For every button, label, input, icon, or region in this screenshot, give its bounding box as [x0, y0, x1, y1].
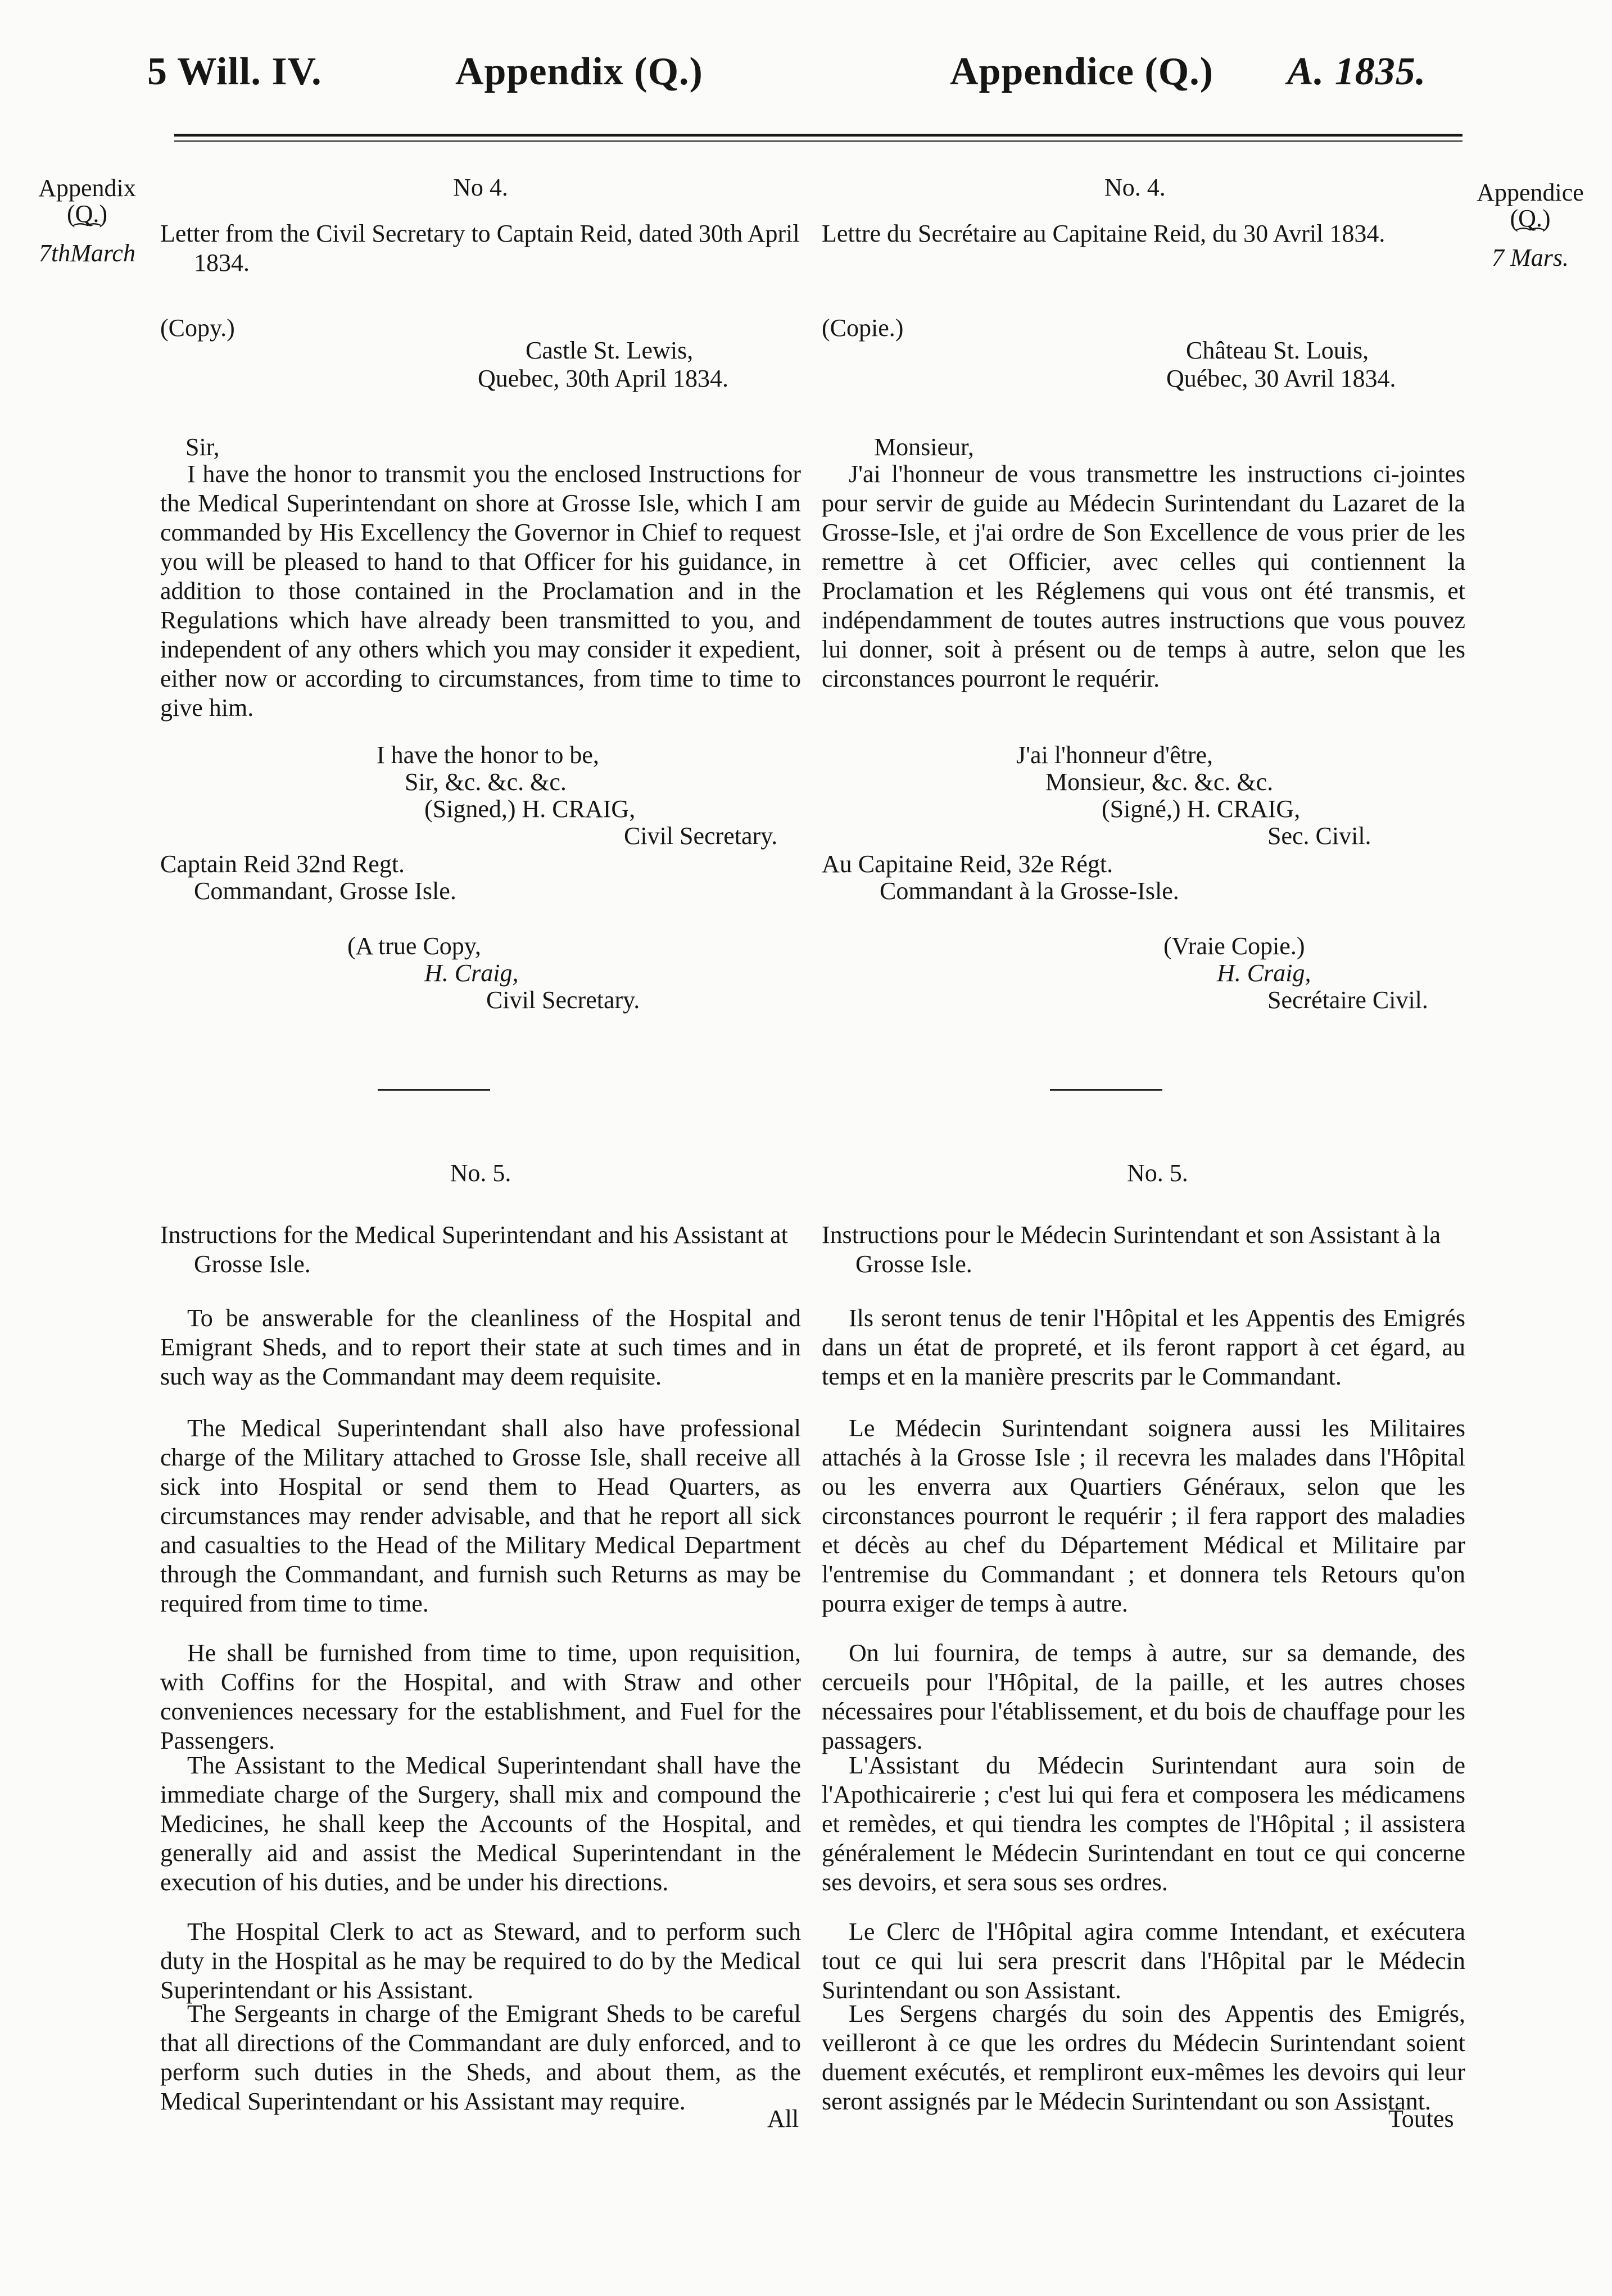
margin-note-left	[22, 175, 152, 267]
margin-right-label: Appendice	[1477, 179, 1584, 206]
en-instructions-title: Instructions for the Medical Superintendant and his Assistant at Grosse Isle.	[160, 1221, 788, 1278]
header-appendix-en: Appendix (Q.)	[455, 50, 703, 93]
en-copy: (Copy.)	[160, 314, 235, 342]
fr-true-copy-title: Secrétaire Civil.	[1267, 986, 1428, 1014]
en-signed: (Signed,) H. CRAIG,	[424, 795, 636, 823]
margin-left-date: 7thMarch	[39, 239, 135, 267]
fr-closing-1: J'ai l'honneur d'être,	[1016, 741, 1213, 769]
header-session: 5 Will. IV.	[147, 50, 322, 93]
en-para-1: To be answerable for the cleanliness of the Hospital and Emigrant Sheds, and to report their state at such times and in such way as the Commandant may deem requisite.	[160, 1304, 801, 1390]
en-addressee-1: Captain Reid 32nd Regt.	[160, 850, 405, 878]
fr-signature-title: Sec. Civil.	[1267, 822, 1371, 850]
en-letter-body: I have the honor to transmit you the enclosed Instructions for the Medical Superintendant on shore at Grosse Isle, which I am commanded by His Excellency the Governor in Chief to request you will be pleased to hand to that Officer for his guidance, in addition to those contained in the Proclamation and in the Regulations which have already been transmitted to you, and independent of any others which you may consider it expedient, either now or according to circumstances, from time to time to give him.	[160, 460, 801, 722]
en-para-4: The Assistant to the Medical Superintendant shall have the immediate charge of the Surgery, shall mix and compound the Medicines, he shall keep the Accounts of the Hospital, and generally aid and assist the Medical Superintendant in the execution of his duties, and be under his directions.	[160, 1752, 801, 1896]
fr-separator	[1050, 1089, 1162, 1091]
fr-catchword: Toutes	[1388, 2105, 1454, 2132]
fr-true-copy-name: H. Craig,	[1217, 959, 1311, 987]
fr-letter-title: Lettre du Secrétaire au Capitaine Reid, du 30 Avril 1834.	[822, 220, 1385, 247]
fr-para-3: On lui fournira, de temps à autre, sur sa demande, des cercueils pour l'Hôpital, de la paille, et les autres choses nécessaires pour l'établissement, et du bois de chauffage pour les passagers.	[822, 1639, 1465, 1754]
en-para-3: He shall be furnished from time to time, upon requisition, with Coffins for the Hospital, and with Straw and other conveniences necessary for the establishment, and Fuel for the Passengers.	[160, 1639, 801, 1754]
fr-addressee-2: Commandant à la Grosse-Isle.	[880, 877, 1179, 905]
margin-note-right	[1461, 180, 1599, 271]
fr-para-2: Le Médecin Surintendant soignera aussi les Militaires attachés à la Grosse Isle ; il recevra les malades dans l'Hôpital ou les enverra aux Quartiers Généraux, selon que les circonstances pourront le requérir ; il fera rapport des maladies et décès au chef du Département Médical et Militaire par l'entremise du Commandant ; et donnera tels Retours qu'on pourra exiger de temps à autre.	[822, 1414, 1465, 1617]
margin-right-brace: ⁀⁀	[1516, 229, 1544, 248]
fr-para-4: L'Assistant du Médecin Surintendant aura soin de l'Apothicairerie ; c'est lui qui fera et composera les médicamens et remèdes, et qui tiendra les comptes de l'Hôpital ; il assistera généralement le Médecin Surintendant en tout ce qui concerne ses devoirs, et sera sous ses ordres.	[822, 1752, 1465, 1896]
en-salutation: Sir,	[185, 433, 220, 461]
en-true-copy-title: Civil Secretary.	[486, 986, 640, 1014]
fr-place: Château St. Louis,	[1186, 337, 1369, 364]
margin-left-brace: ⁀⁀	[73, 224, 101, 243]
header-year: A. 1835.	[1287, 50, 1427, 93]
en-para-2: The Medical Superintendant shall also have professional charge of the Military attached to Grosse Isle, shall receive all sick into Hospital or send them to Head Quarters, as circumstances may render advisable, and that he report all sick and casualties to the Head of the Military Medical Department through the Commandant, and furnish such Returns as may be required from time to time.	[160, 1414, 801, 1617]
en-addressee-2: Commandant, Grosse Isle.	[194, 877, 456, 905]
en-separator	[378, 1089, 490, 1091]
fr-instructions-title: Instructions pour le Médecin Surintendant et son Assistant à la Grosse Isle.	[822, 1221, 1441, 1278]
header-rule-bottom	[174, 140, 1462, 142]
en-closing-1: I have the honor to be,	[377, 741, 599, 769]
margin-right-date: 7 Mars.	[1492, 244, 1569, 272]
fr-no5: No. 5.	[1127, 1159, 1188, 1187]
fr-copy: (Copie.)	[822, 314, 904, 342]
margin-left-code: (Q.)	[66, 200, 108, 228]
en-true-copy-name: H. Craig,	[424, 959, 519, 987]
fr-para-1: Ils seront tenus de tenir l'Hôpital et les Appentis des Emigrés dans un état de propreté, et ils feront rapport à cet égard, au temps et en la manière prescrits par le Commandant.	[822, 1304, 1465, 1390]
margin-left-label: Appendix	[38, 174, 136, 202]
en-para-5: The Hospital Clerk to act as Steward, and to perform such duty in the Hospital as he may be required to do by the Medical Superintendant or his Assistant.	[160, 1918, 801, 2004]
header-appendix-fr: Appendice (Q.)	[950, 50, 1213, 93]
fr-addressee-1: Au Capitaine Reid, 32e Régt.	[822, 850, 1113, 878]
fr-salutation: Monsieur,	[874, 433, 974, 461]
en-signature-title: Civil Secretary.	[624, 822, 778, 850]
en-date: Quebec, 30th April 1834.	[478, 365, 729, 392]
en-true-copy: (A true Copy,	[347, 932, 481, 960]
en-no4: No 4.	[453, 174, 508, 201]
fr-date: Québec, 30 Avril 1834.	[1166, 365, 1396, 392]
fr-no4: No. 4.	[1104, 174, 1166, 201]
margin-right-code: (Q.)	[1510, 205, 1551, 233]
fr-signed: (Signé,) H. CRAIG,	[1102, 795, 1301, 823]
en-catchword: All	[767, 2105, 799, 2132]
en-no5: No. 5.	[450, 1159, 511, 1187]
header-rule-top	[174, 134, 1462, 137]
en-letter-title: Letter from the Civil Secretary to Captain Reid, dated 30th April 1834.	[160, 220, 800, 276]
fr-closing-2: Monsieur, &c. &c. &c.	[1045, 768, 1274, 796]
en-closing-2: Sir, &c. &c. &c.	[405, 768, 567, 796]
fr-para-5: Le Clerc de l'Hôpital agira comme Intendant, et exécutera tout ce qui lui sera prescrit dans l'Hôpital par le Médecin Surintendant ou son Assistant.	[822, 1918, 1465, 2004]
fr-letter-body: J'ai l'honneur de vous transmettre les instructions ci-jointes pour servir de guide au Médecin Surintendant du Lazaret de la Grosse-Isle, et j'ai ordre de Son Excellence de vous prier de les remettre à cet Officier, avec celles qui contiennent la Proclamation et les Réglemens qui vous ont été transmis, et indépendamment de toutes autres instructions que vous pouvez lui donner, soit à présent ou de temps à autre, selon que les circonstances pourront le requérir.	[822, 460, 1465, 692]
fr-para-6: Les Sergens chargés du soin des Appentis des Emigrés, veilleront à ce que les ordres du Médecin Surintendant soient duement exécutés, et rempliront eux-mêmes les devoirs qui leur seront assignés par le Médecin Surintendant ou son Assistant.	[822, 2000, 1465, 2115]
fr-true-copy: (Vraie Copie.)	[1163, 932, 1305, 960]
en-place: Castle St. Lewis,	[526, 337, 694, 364]
en-para-6: The Sergeants in charge of the Emigrant Sheds to be careful that all directions of the Commandant are duly enforced, and to perform such duties in the Sheds, and about them, as the Medical Superintendant or his Assistant may require.	[160, 2000, 801, 2115]
